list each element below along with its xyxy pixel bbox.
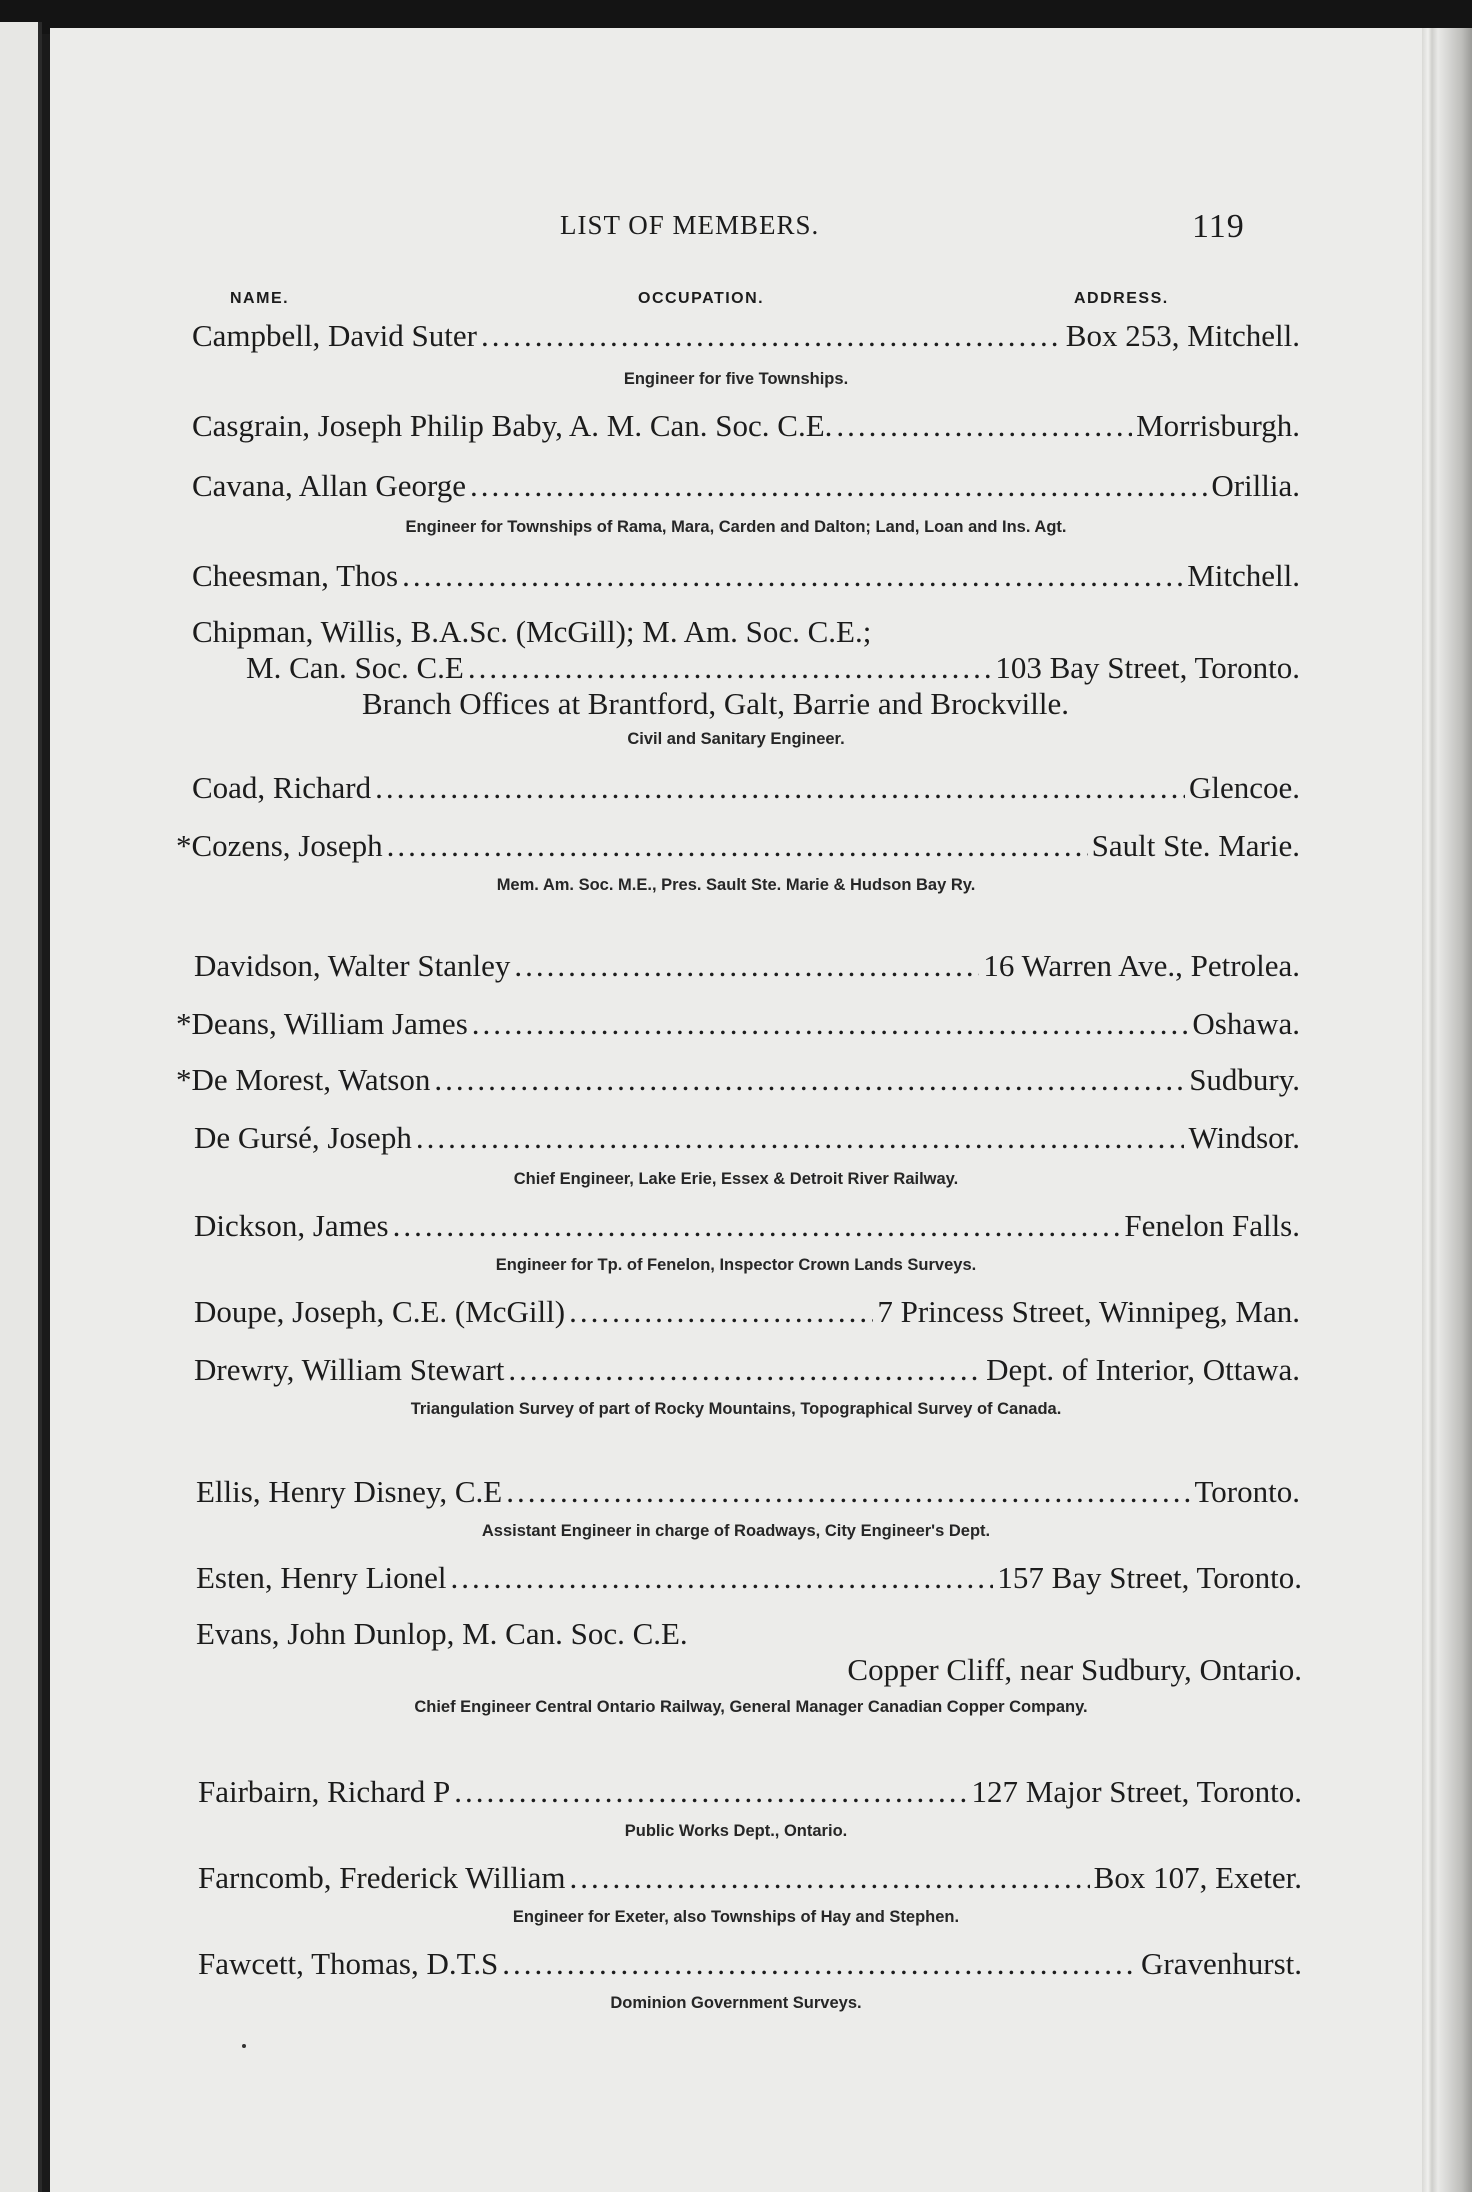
member-entry	[176, 828, 1300, 868]
member-name: Cavana, Allan George	[192, 468, 467, 503]
member-address: Copper Cliff, near Sudbury, Ontario.	[847, 1652, 1302, 1687]
dot-leader	[508, 1352, 982, 1388]
member-entry	[192, 770, 1300, 810]
dot-leader	[454, 1774, 967, 1810]
member-entry	[194, 1294, 1300, 1334]
member-name: *De Morest, Watson	[176, 1062, 431, 1097]
member-name: Evans, John Dunlop, M. Can. Soc. C.E.	[196, 1616, 688, 1651]
member-entry	[196, 1560, 1302, 1600]
member-occupation: Engineer for Exeter, also Townships of Hay and Stephen.	[512, 1908, 960, 1926]
member-address: Toronto.	[1194, 1474, 1300, 1509]
member-name: Davidson, Walter Stanley	[194, 948, 511, 983]
member-name: Esten, Henry Lionel	[196, 1560, 447, 1595]
member-name: Casgrain, Joseph Philip Baby, A. M. Can. Soc. C.E.	[192, 408, 833, 443]
member-entry	[198, 1946, 1302, 1986]
member-occupation: Public Works Dept., Ontario.	[624, 1822, 848, 1840]
dot-leader	[375, 770, 1185, 806]
member-name: Campbell, David Suter	[192, 318, 477, 353]
dot-leader	[468, 650, 991, 686]
member-entry	[196, 1474, 1300, 1514]
member-address: 127 Major Street, Toronto.	[971, 1774, 1302, 1809]
member-address: Fenelon Falls.	[1124, 1208, 1300, 1243]
member-occupation: Dominion Government Surveys.	[610, 1994, 862, 2012]
member-entry	[198, 1774, 1302, 1814]
dot-leader	[393, 1208, 1121, 1244]
member-entry	[194, 1352, 1300, 1392]
page-number: 119	[1192, 208, 1245, 245]
member-name: Ellis, Henry Disney, C.E	[196, 1474, 503, 1509]
dot-leader	[434, 1062, 1185, 1098]
member-name: Fawcett, Thomas, D.T.S	[198, 1946, 499, 1981]
member-name-continued: M. Can. Soc. C.E	[246, 650, 464, 685]
member-name: De Gursé, Joseph	[194, 1120, 412, 1155]
book-page	[50, 28, 1422, 2192]
member-name: Farncomb, Frederick William	[198, 1860, 566, 1895]
member-name: Chipman, Willis, B.A.Sc. (McGill); M. Am. Soc. C.E.;	[192, 614, 872, 649]
member-address: Box 107, Exeter.	[1093, 1860, 1302, 1895]
dot-leader	[569, 1294, 873, 1330]
member-address: Morrisburgh.	[1136, 408, 1300, 443]
member-address: Sault Ste. Marie.	[1091, 828, 1300, 863]
column-header-name: NAME.	[230, 290, 290, 307]
member-address: Mitchell.	[1187, 558, 1300, 593]
member-occupation: Engineer for Tp. of Fenelon, Inspector Crown Lands Surveys.	[495, 1256, 977, 1274]
member-entry	[194, 1208, 1300, 1248]
member-name: Dickson, James	[194, 1208, 389, 1243]
member-occupation: Engineer for Townships of Rama, Mara, Carden and Dalton; Land, Loan and Ins. Agt.	[405, 518, 1067, 536]
member-name: Fairbairn, Richard P	[198, 1774, 451, 1809]
dot-leader	[387, 828, 1088, 864]
member-entry	[198, 1860, 1302, 1900]
member-entry	[192, 468, 1300, 508]
member-occupation: Chief Engineer Central Ontario Railway, General Manager Canadian Copper Company.	[414, 1698, 1088, 1716]
dot-leader	[416, 1120, 1185, 1156]
member-address: Windsor.	[1188, 1120, 1300, 1155]
column-header-address: ADDRESS.	[1074, 290, 1169, 307]
dot-leader	[470, 468, 1207, 504]
member-occupation: Assistant Engineer in charge of Roadways, City Engineer's Dept.	[481, 1522, 991, 1540]
member-entry	[194, 1120, 1300, 1160]
dot-leader	[570, 1860, 1090, 1896]
member-occupation: Engineer for five Townships.	[623, 370, 849, 388]
member-address: 103 Bay Street, Toronto.	[995, 650, 1300, 685]
member-address: Orillia.	[1211, 468, 1300, 503]
dot-leader	[451, 1560, 994, 1596]
member-name: Doupe, Joseph, C.E. (McGill)	[194, 1294, 566, 1329]
paper-speck	[242, 2044, 246, 2048]
member-name: *Cozens, Joseph	[176, 828, 383, 863]
member-entry	[246, 650, 1300, 690]
member-name: Drewry, William Stewart	[194, 1352, 505, 1387]
member-entry	[176, 1062, 1300, 1102]
dot-leader	[481, 318, 1062, 354]
member-address: 7 Princess Street, Winnipeg, Man.	[877, 1294, 1300, 1329]
member-address: Glencoe.	[1188, 770, 1300, 805]
member-occupation: Triangulation Survey of part of Rocky Mountains, Topographical Survey of Canada.	[410, 1400, 1062, 1418]
dot-leader	[836, 408, 1132, 444]
member-entry	[194, 948, 1300, 988]
member-occupation: Civil and Sanitary Engineer.	[627, 730, 845, 748]
member-entry	[192, 318, 1300, 358]
dot-leader	[506, 1474, 1190, 1510]
dot-leader	[514, 948, 979, 984]
member-address: 16 Warren Ave., Petrolea.	[983, 948, 1300, 983]
member-occupation: Mem. Am. Soc. M.E., Pres. Sault Ste. Marie & Hudson Bay Ry.	[496, 876, 976, 894]
running-title: LIST OF MEMBERS.	[560, 210, 820, 240]
dot-leader	[402, 558, 1183, 594]
member-address: 157 Bay Street, Toronto.	[997, 1560, 1302, 1595]
dot-leader	[502, 1946, 1137, 1982]
member-address-extra: Branch Offices at Brantford, Galt, Barrie and Brockville.	[362, 686, 1070, 721]
page-header	[50, 210, 1422, 250]
member-name: Cheesman, Thos	[192, 558, 399, 593]
member-entry	[192, 408, 1300, 448]
member-entry	[192, 558, 1300, 598]
member-address: Gravenhurst.	[1141, 1946, 1302, 1981]
member-address: Box 253, Mitchell.	[1065, 318, 1300, 353]
member-name: *Deans, William James	[176, 1006, 468, 1041]
member-address: Sudbury.	[1189, 1062, 1300, 1097]
column-header-occupation: OCCUPATION.	[638, 290, 765, 307]
book-page-edges	[1422, 28, 1472, 2192]
member-address: Dept. of Interior, Ottawa.	[986, 1352, 1300, 1387]
member-name: Coad, Richard	[192, 770, 372, 805]
dot-leader	[472, 1006, 1189, 1042]
member-address: Oshawa.	[1192, 1006, 1300, 1041]
member-entry	[176, 1006, 1300, 1046]
member-occupation: Chief Engineer, Lake Erie, Essex & Detroit River Railway.	[513, 1170, 959, 1188]
previous-page-edge	[0, 22, 42, 2192]
